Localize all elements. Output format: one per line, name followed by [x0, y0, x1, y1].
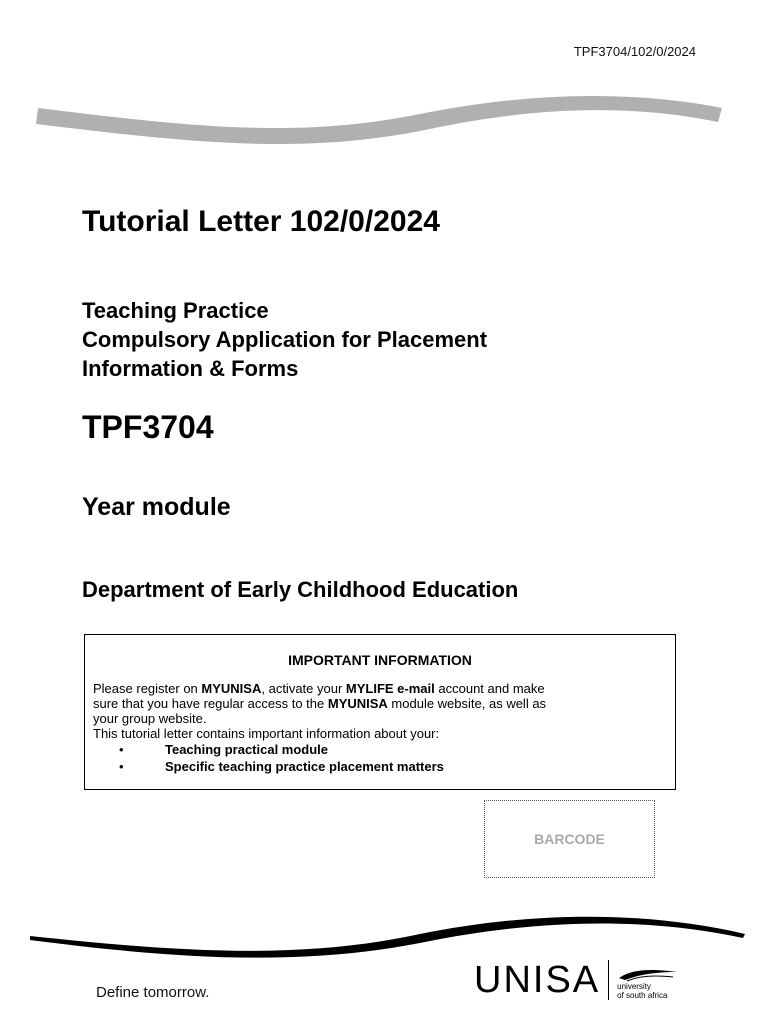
info-line-2	[93, 696, 667, 711]
info-line-1	[93, 681, 667, 696]
bullet-text: Teaching practical module	[165, 742, 329, 757]
barcode-placeholder	[484, 800, 655, 878]
logo-sub-line-1: university	[617, 982, 651, 991]
info-line-4: This tutorial letter contains important information about your:	[93, 726, 440, 741]
subtitle-line-3: Information & Forms	[82, 356, 299, 381]
myunisa-emphasis: MYUNISA	[327, 696, 388, 711]
info-text-segment: Please register on	[93, 681, 202, 696]
info-text-segment: account and make	[434, 681, 545, 696]
module-type: Year module	[82, 493, 231, 521]
subtitle-line-2: Compulsory Application for Placement	[82, 327, 488, 352]
info-text	[93, 681, 667, 775]
myunisa-emphasis: MYUNISA	[201, 681, 262, 696]
info-bullet-list	[93, 741, 667, 775]
barcode-label: BARCODE	[534, 831, 605, 847]
logo-sub-line-2: of south africa	[617, 991, 668, 1000]
logo-divider	[608, 960, 609, 1000]
unisa-logo	[474, 958, 679, 1002]
list-item	[93, 741, 667, 758]
subtitle-line-1: Teaching Practice	[82, 298, 269, 323]
subtitle-block	[82, 296, 487, 383]
page-title: Tutorial Letter 102/0/2024	[82, 205, 440, 238]
bullet-icon: •	[119, 742, 124, 757]
bullet-text: Specific teaching practice placement matters	[165, 759, 444, 774]
department-name: Department of Early Childhood Education	[82, 577, 519, 602]
mylife-email-emphasis: MYLIFE e-mail	[345, 681, 435, 696]
list-item	[93, 758, 667, 775]
bullet-icon: •	[119, 759, 124, 774]
bird-emblem-icon	[617, 968, 679, 982]
tagline: Define tomorrow.	[96, 984, 210, 1001]
document-reference: TPF3704/102/0/2024	[573, 44, 696, 59]
module-code: TPF3704	[82, 409, 214, 445]
logo-right	[617, 960, 679, 1000]
info-heading: IMPORTANT INFORMATION	[288, 652, 472, 668]
top-swoosh-decoration	[0, 78, 768, 158]
info-text-segment: module website, as well as	[387, 696, 547, 711]
important-information-box	[84, 634, 676, 790]
info-text-segment: , activate your	[261, 681, 346, 696]
info-text-segment: sure that you have regular access to the	[93, 696, 328, 711]
logo-wordmark: UNISA	[474, 959, 601, 1001]
info-line-3: your group website.	[93, 711, 207, 726]
